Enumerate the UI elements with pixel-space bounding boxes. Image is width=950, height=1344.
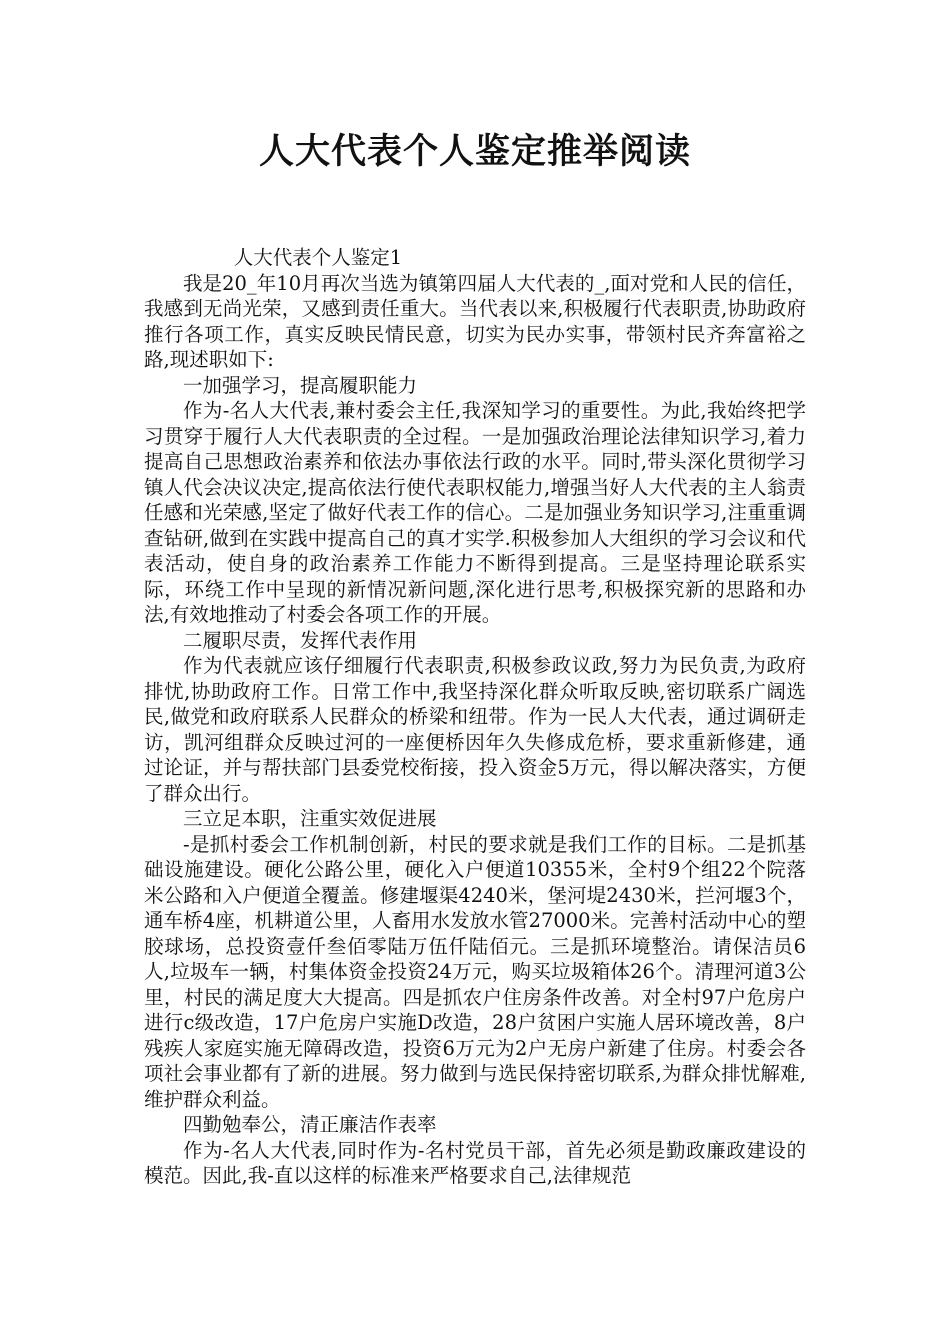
document-body [144,245,806,1189]
section-heading: 三立足本职，注重实效促进展 [183,807,437,830]
section-heading: 人大代表个人鉴定1 [233,246,403,269]
paragraph: -是抓村委会工作机制创新，村民的要求就是我们工作的目标。二是抓基础设施建设。硬化公路公里，硬化入户便道10355米，全村9个组22个院落米公路和入户便道全覆盖。修建堰渠4240米，堡河堤2430米，拦河堰3个，通车桥4座，机耕道公里，人畜用水发放水管27000米。完善村活动中心的塑胶球场，总投资壹仟叁佰零陆万伍仟陆佰元。三是抓环境整治。请保洁员6人,垃圾车一辆，村集体资金投资24万元，购买垃圾箱体26个。清理河道3公里，村民的满足度大大提高。四是抓农户住房条件改善。对全村97户危房户进行c级改造，17户危房户实施D改造，28户贫困户实施人居环境改善，8户残疾人家庭实施无障碍改造，投资6万元为2户无房户新建了住房。村委会各项社会事业都有了新的进展。努力做到与选民保持密切联系,为群众排忧解难,维护群众利益。 [144,832,806,1111]
section-heading: 一加强学习，提高履职能力 [183,373,418,397]
section-heading: 二履职尽责，发挥代表作用 [183,628,418,652]
paragraph: 作为-名人大代表,同时作为-名村党员干部，首先必须是勤政廉政建设的模范。因此,我-直以这样的标准来严格要求自己,法律规范 [144,1138,806,1187]
document-title: 人大代表个人鉴定推举阅读 [258,132,691,172]
paragraph: 作为-名人大代表,兼村委会主任,我深知学习的重要性。为此,我始终把学习贯穿于履行人大代表职责的全过程。一是加强政治理论法律知识学习,着力提高自己思想政治素养和依法办事依法行政的水平。同时,带头深化贯彻学习镇人代会决议决定,提高依法行使代表职权能力,增强当好人大代表的主人翁责任感和光荣感,坚定了做好代表工作的信心。二是加强业务知识学习,注重重调查钻研,做到在实践中提高自己的真才实学.积极参加人大组织的学习会议和代表活动，使自身的政治素养工作能力不断得到提高。三是坚持理论联系实际，环绕工作中呈现的新情况新问题,深化进行思考,积极探究新的思路和办法,有效地推动了村委会各项工作的开展。 [144,399,806,626]
paragraph: 我是20_年10月再次当选为镇第四届人大代表的_,面对党和人民的信任，我感到无尚光荣，又感到责任重大。当代表以来,积极履行代表职责,协助政府推行各项工作，真实反映民情民意，切实为民办实事，带领村民齐奔富裕之路,现述职如下: [144,271,806,371]
section-heading: 四勤勉奉公，清正廉洁作表率 [183,1113,437,1136]
paragraph: 作为代表就应该仔细履行代表职责,积极参政议政,努力为民负责,为政府排忧,协助政府工作。日常工作中,我坚持深化群众听取反映,密切联系广阔选民,做党和政府联系人民群众的桥梁和纽带。作为一民人大代表，通过调研走访，凯河组群众反映过河的一座便桥因年久失修成危桥，要求重新修建，通过论证，并与帮扶部门县委党校衔接，投入资金5万元，得以解决落实，方便了群众出行。 [144,654,806,805]
